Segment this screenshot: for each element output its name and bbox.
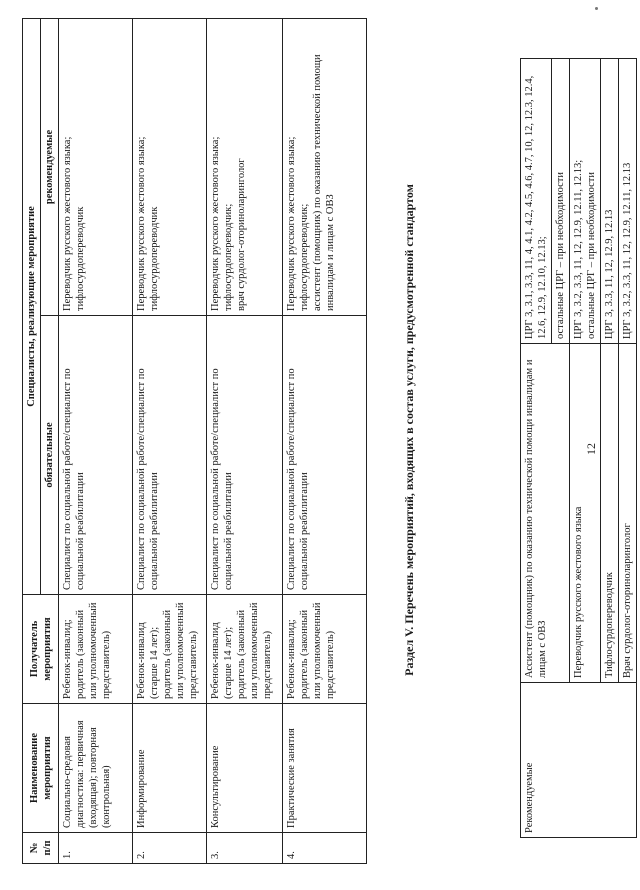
page-number: 12 — [584, 443, 598, 455]
recommended-line: Переводчик русского жестового языка; — [210, 136, 221, 311]
section-title: Раздел V. Перечень мероприятий, входящих в состав услуги, предусмотренной стандартом — [402, 184, 416, 676]
header-name: Наименование мероприятия — [23, 704, 59, 833]
recommended-line: тифлосурдопереводчик; — [223, 203, 234, 311]
specialist-cell: Ассистент (помощник) по оказанию технической помощи инвалидам и лицам с ОВЗ — [521, 344, 570, 683]
row-name: Консультирование — [207, 704, 283, 833]
codes-cell: ЦРГ 3, 3.1, 3.3, 11, 4, 4.1, 4.2, 4.5, 4.6, 4.7, 10, 12, 12.3, 12.4, 12.6, 12.9, 12.10, 12.13; — [521, 59, 552, 344]
row-num: 4. — [283, 833, 367, 864]
recommended-line: тифлосурдопереводчик; — [299, 203, 310, 311]
row-name: Социально-средовая диагностика: первичная (входящая); повторная (контрольная) — [59, 704, 133, 833]
row-recipient: Ребенок-инвалид; родитель (законный или уполномоченный представитель) — [59, 595, 133, 704]
recommended-line: Переводчик русского жестового языка; — [286, 136, 297, 311]
row-label: Рекомендуемые — [521, 683, 637, 838]
row-num: 3. — [207, 833, 283, 864]
codes-cell: ЦРГ 3, 3.2, 3.3, 11, 12, 12.9, 12.11, 12.13 — [619, 59, 637, 344]
row-recommended — [133, 19, 207, 316]
table-row — [521, 59, 552, 838]
specialist-cell: Врач сурдолог-оториноларинголог — [619, 344, 637, 683]
scan-speck — [595, 7, 598, 10]
recommended-line: Переводчик русского жестового языка; — [62, 136, 73, 311]
table-row — [207, 19, 283, 864]
recommended-line: тифлосурдопереводчик — [149, 206, 160, 311]
row-recipient: Ребенок-инвалид (старше 14 лет); родитель (законный или уполномоченный представитель) — [207, 595, 283, 704]
specialist-cell — [570, 344, 601, 683]
header-num: № п/п — [23, 833, 59, 864]
table-row — [59, 19, 133, 864]
row-recipient: Ребенок-инвалид (старше 14 лет); родитель (законный или уполномоченный представитель) — [133, 595, 207, 704]
recommended-line: Переводчик русского жестового языка; — [136, 136, 147, 311]
codes-line: остальные ЦРГ – при необходимости — [586, 172, 597, 339]
codes-line: ЦРГ 3, 3.2, 3.3, 11, 12, 12.9, 12.11, 12.13; — [573, 159, 584, 339]
codes-cell: остальные ЦРГ – при необходимости — [552, 59, 570, 344]
specialist-cell: Тифлосурдопереводчик — [601, 344, 619, 683]
row-recipient: Ребенок-инвалид; родитель (законный или уполномоченный представитель) — [283, 595, 367, 704]
row-num: 1. — [59, 833, 133, 864]
row-mandatory: Специалист по социальной работе/специалист по социальной реабилитации — [283, 316, 367, 595]
header-recommended: рекомендуемые — [41, 19, 59, 316]
row-mandatory: Специалист по социальной работе/специалист по социальной реабилитации — [207, 316, 283, 595]
header-recipient: Получатель мероприятия — [23, 595, 59, 704]
header-specialists: Специалисты, реализующие мероприятие — [23, 19, 41, 595]
specialists-table — [520, 58, 637, 838]
recommended-line: врач сурдолог-оториноларинголог — [236, 158, 247, 311]
table-row — [133, 19, 207, 864]
row-mandatory: Специалист по социальной работе/специалист по социальной реабилитации — [133, 316, 207, 595]
specialist-name: Переводчик русского жестового языка — [573, 506, 584, 678]
row-mandatory: Специалист по социальной работе/специалист по социальной реабилитации — [59, 316, 133, 595]
row-name: Практические занятия — [283, 704, 367, 833]
activities-table — [22, 18, 367, 864]
table-row — [283, 19, 367, 864]
header-row — [23, 19, 41, 864]
recommended-line: ассистент (помощник) по оказанию технической помощи инвалидам и лицам с ОВЗ — [312, 54, 336, 311]
codes-cell — [570, 59, 601, 344]
codes-cell: ЦРГ 3, 3.3, 11, 12, 12.9, 12.13 — [601, 59, 619, 344]
row-recommended — [207, 19, 283, 316]
header-mandatory: обязательные — [41, 316, 59, 595]
row-name: Информирование — [133, 704, 207, 833]
recommended-line: тифлосурдопереводчик — [75, 206, 86, 311]
row-recommended — [283, 19, 367, 316]
row-recommended — [59, 19, 133, 316]
row-num: 2. — [133, 833, 207, 864]
